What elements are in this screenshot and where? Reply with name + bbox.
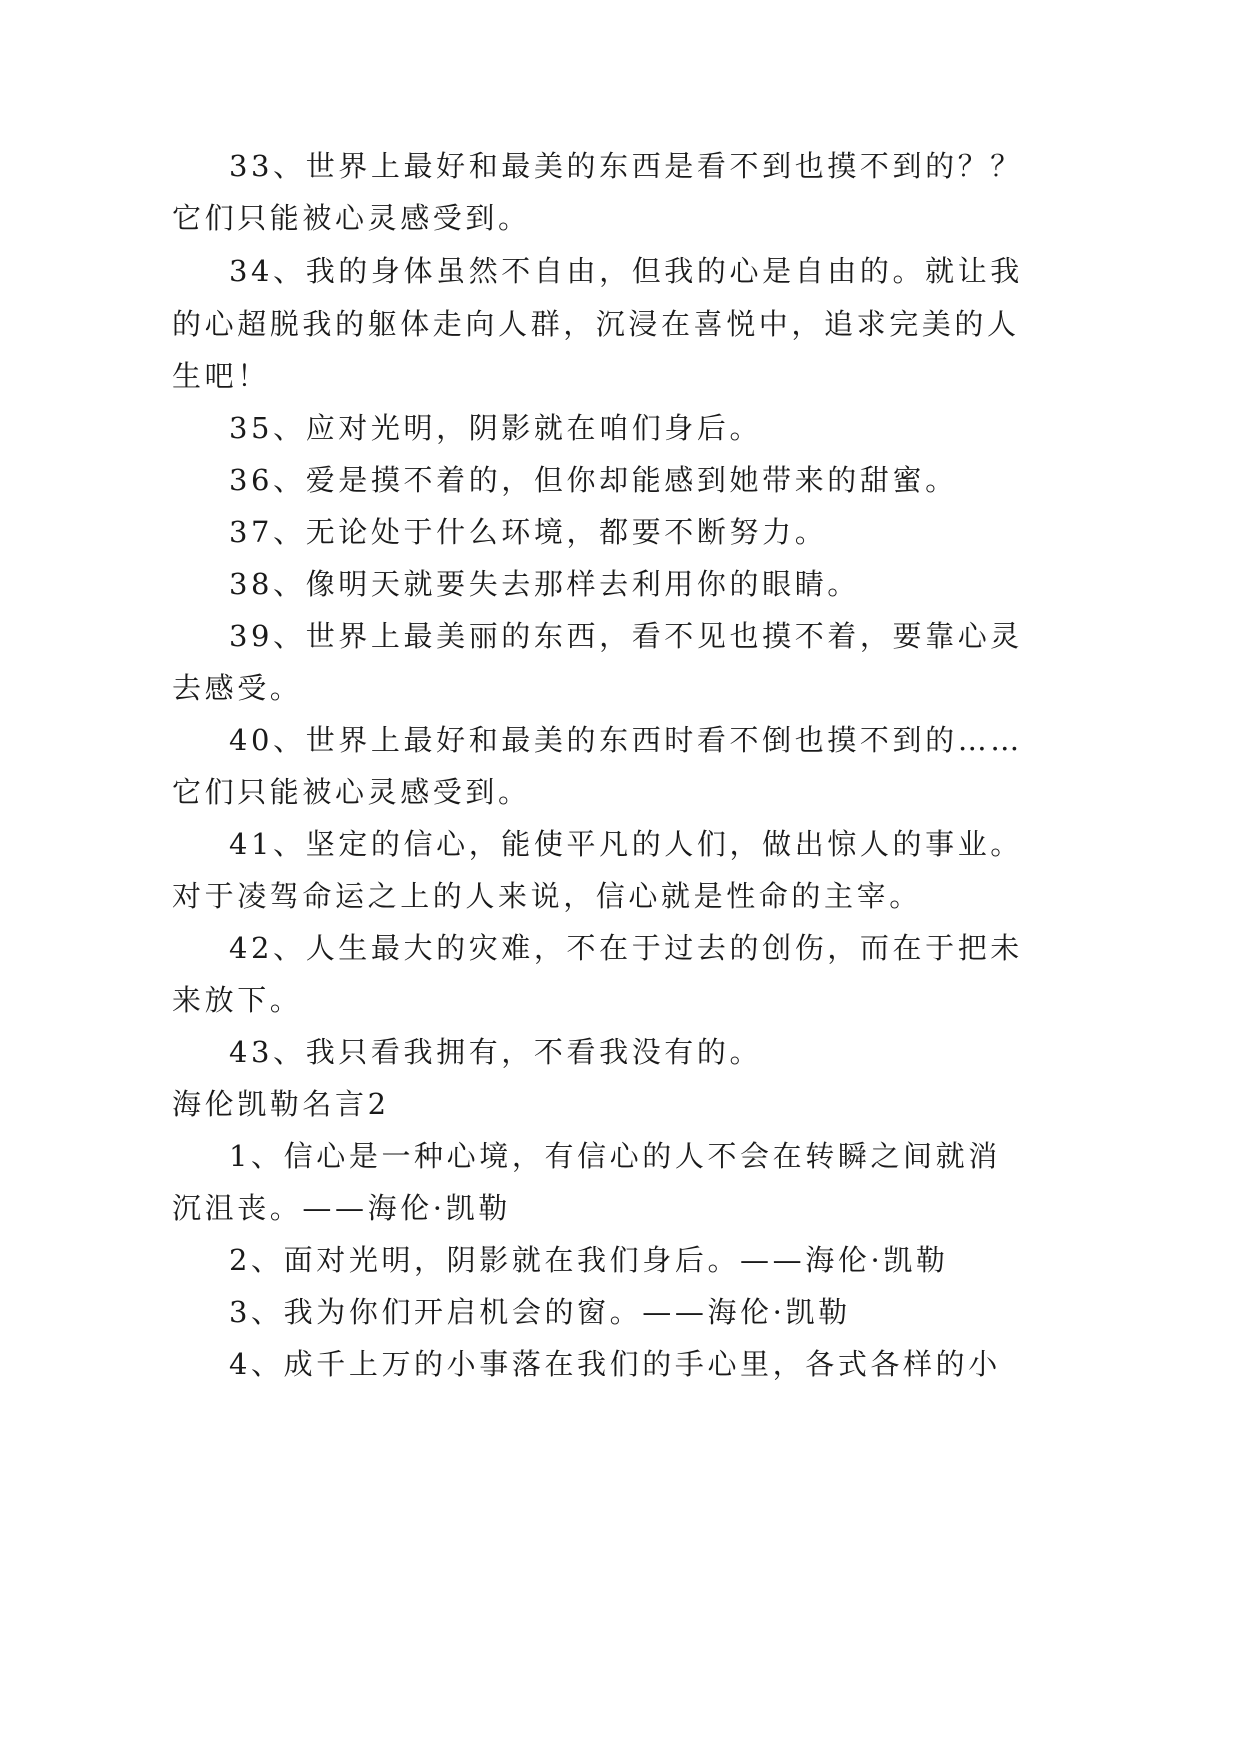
paragraph-line: 43、我只看我拥有，不看我没有的。 xyxy=(229,1035,763,1069)
paragraph-line: 41、坚定的信心，能使平凡的人们，做出惊人的事业。 xyxy=(229,827,1023,861)
paragraph-line: 的心超脱我的躯体走向人群，沉浸在喜悦中，追求完美的人 xyxy=(172,307,1020,341)
paragraph-line: 去感受。 xyxy=(172,671,303,705)
section-heading: 海伦凯勒名言2 xyxy=(172,1087,390,1121)
paragraph-line: 1、信心是一种心境，有信心的人不会在转瞬之间就消 xyxy=(229,1139,1001,1173)
paragraph-line: 34、我的身体虽然不自由，但我的心是自由的。就让我 xyxy=(229,254,1023,288)
paragraph-line: 来放下。 xyxy=(172,983,303,1017)
paragraph-line: 2、面对光明，阴影就在我们身后。——海伦·凯勒 xyxy=(229,1243,949,1277)
paragraph-line: 对于凌驾命运之上的人来说，信心就是性命的主宰。 xyxy=(172,879,922,913)
paragraph-line: 38、像明天就要失去那样去利用你的眼睛。 xyxy=(229,567,860,601)
paragraph-line: 35、应对光明，阴影就在咱们身后。 xyxy=(229,411,763,445)
paragraph-line: 40、世界上最好和最美的东西时看不倒也摸不到的…… xyxy=(229,723,1023,757)
paragraph-line: 37、无论处于什么环境，都要不断努力。 xyxy=(229,515,828,549)
paragraph-line: 42、人生最大的灾难，不在于过去的创伤，而在于把未 xyxy=(229,931,1023,965)
paragraph-line: 生吧！ xyxy=(172,359,270,393)
paragraph-line: 39、世界上最美丽的东西，看不见也摸不着，要靠心灵 xyxy=(229,619,1023,653)
paragraph-line: 4、成千上万的小事落在我们的手心里，各式各样的小 xyxy=(229,1347,1001,1381)
paragraph-line: 3、我为你们开启机会的窗。——海伦·凯勒 xyxy=(229,1295,851,1329)
paragraph-line: 36、爱是摸不着的，但你却能感到她带来的甜蜜。 xyxy=(229,463,958,497)
paragraph-line: 沉沮丧。——海伦·凯勒 xyxy=(172,1191,511,1225)
paragraph-line: 它们只能被心灵感受到。 xyxy=(172,201,531,235)
paragraph-line: 它们只能被心灵感受到。 xyxy=(172,775,531,809)
paragraph-line: 33、世界上最好和最美的东西是看不到也摸不到的？？ xyxy=(229,149,1023,183)
